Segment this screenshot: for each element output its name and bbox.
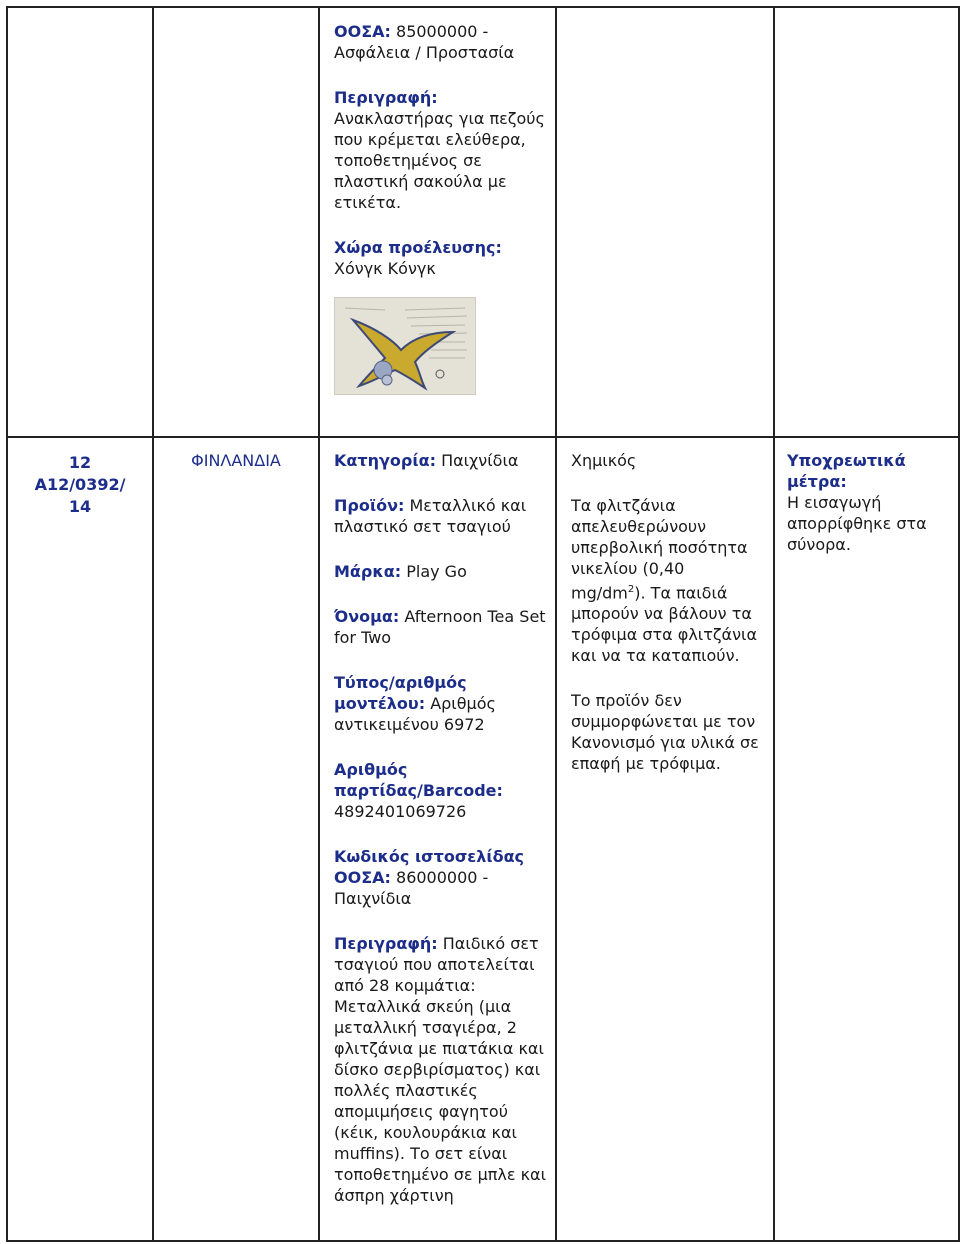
model-value: Αριθμός αντικειμένου 6972	[334, 694, 496, 734]
table-row	[7, 7, 959, 437]
web-code-value: 86000000 - Παιχνίδια	[334, 868, 489, 908]
category-value: Παιχνίδια	[441, 451, 519, 470]
country-origin-value: Χόνγκ Κόνγκ	[334, 259, 436, 278]
product-details-cell	[319, 437, 556, 1241]
description-value: Παιδικό σετ τσαγιού που αποτελείται από 28 κομμάτια: Μεταλλικά σκεύη (μια μεταλλική τσαγιέρα, 2 φλιτζάνια με πιατάκια και δίσκο σερβιρίσματος) και πολλές πλαστικές απομιμήσεις φαγητού (κέικ, κουλουράκια και muffins). Το σετ είναι τοποθετημένο σε μπλε και άσπρη χάρτινη	[334, 934, 546, 1205]
batch-barcode-value: 4892401069726	[334, 802, 467, 821]
name-value: Afternoon Tea Set for Two	[334, 607, 546, 647]
alert-table	[6, 6, 960, 1242]
reflector-product-photo-icon	[335, 298, 475, 394]
oosa-label: ΟΟΣΑ:	[334, 22, 391, 41]
oosa-value: 85000000 - Ασφάλεια / Προστασία	[334, 22, 515, 62]
description-label: Περιγραφή:	[334, 88, 438, 107]
notifying-country-cell	[153, 437, 319, 1241]
measures-label: Υποχρεωτικά μέτρα:	[787, 451, 906, 491]
measures-cell	[774, 437, 959, 1241]
brand-label: Μάρκα:	[334, 562, 402, 581]
notification-reference-suffix: 14	[68, 497, 92, 516]
risk-description: Τα φλιτζάνια απελευθερώνουν υπερβολική ποσότητα νικελίου (0,40 mg/dm	[571, 496, 748, 603]
risk-cell	[556, 437, 774, 1241]
category-label: Κατηγορία:	[334, 451, 436, 470]
table-row	[7, 437, 959, 1241]
product-value: Μεταλλικό και πλαστικό σετ τσαγιού	[334, 496, 527, 536]
risk-superscript: 2	[627, 584, 635, 595]
name-label: Όνομα:	[334, 607, 400, 626]
description-value: Ανακλαστήρας για πεζούς που κρέμεται ελεύθερα, τοποθετημένος σε πλαστική σακούλα με ετικέτα.	[334, 109, 545, 212]
batch-barcode-label: Αριθμός παρτίδας/Barcode:	[334, 760, 503, 800]
notification-number: 12	[68, 453, 92, 472]
notifying-country: ΦΙΝΛΑΝΔΙΑ	[191, 451, 281, 470]
country-origin-label: Χώρα προέλευσης:	[334, 238, 502, 257]
notification-number-cell	[7, 437, 153, 1241]
notification-reference: A12/0392/	[34, 475, 126, 494]
risk-description-continued: ). Τα παιδιά μπορούν να βάλουν τα τρόφιμα στα φλιτζάνια και να τα καταπιούν.	[571, 583, 757, 666]
product-details-cell	[319, 7, 556, 437]
product-image	[334, 297, 476, 395]
risk-type: Χημικός	[571, 451, 637, 470]
model-label: Τύπος/αριθμός μοντέλου:	[334, 673, 467, 713]
product-label: Προϊόν:	[334, 496, 405, 515]
description-label: Περιγραφή:	[334, 934, 438, 953]
measures-value: Η εισαγωγή απορρίφθηκε στα σύνορα.	[787, 493, 927, 554]
risk-compliance: Το προϊόν δεν συμμορφώνεται με τον Κανονισμό για υλικά σε επαφή με τρόφιμα.	[571, 691, 759, 774]
brand-value: Play Go	[406, 562, 467, 581]
web-code-label: Κωδικός ιστοσελίδας ΟΟΣΑ:	[334, 847, 525, 887]
